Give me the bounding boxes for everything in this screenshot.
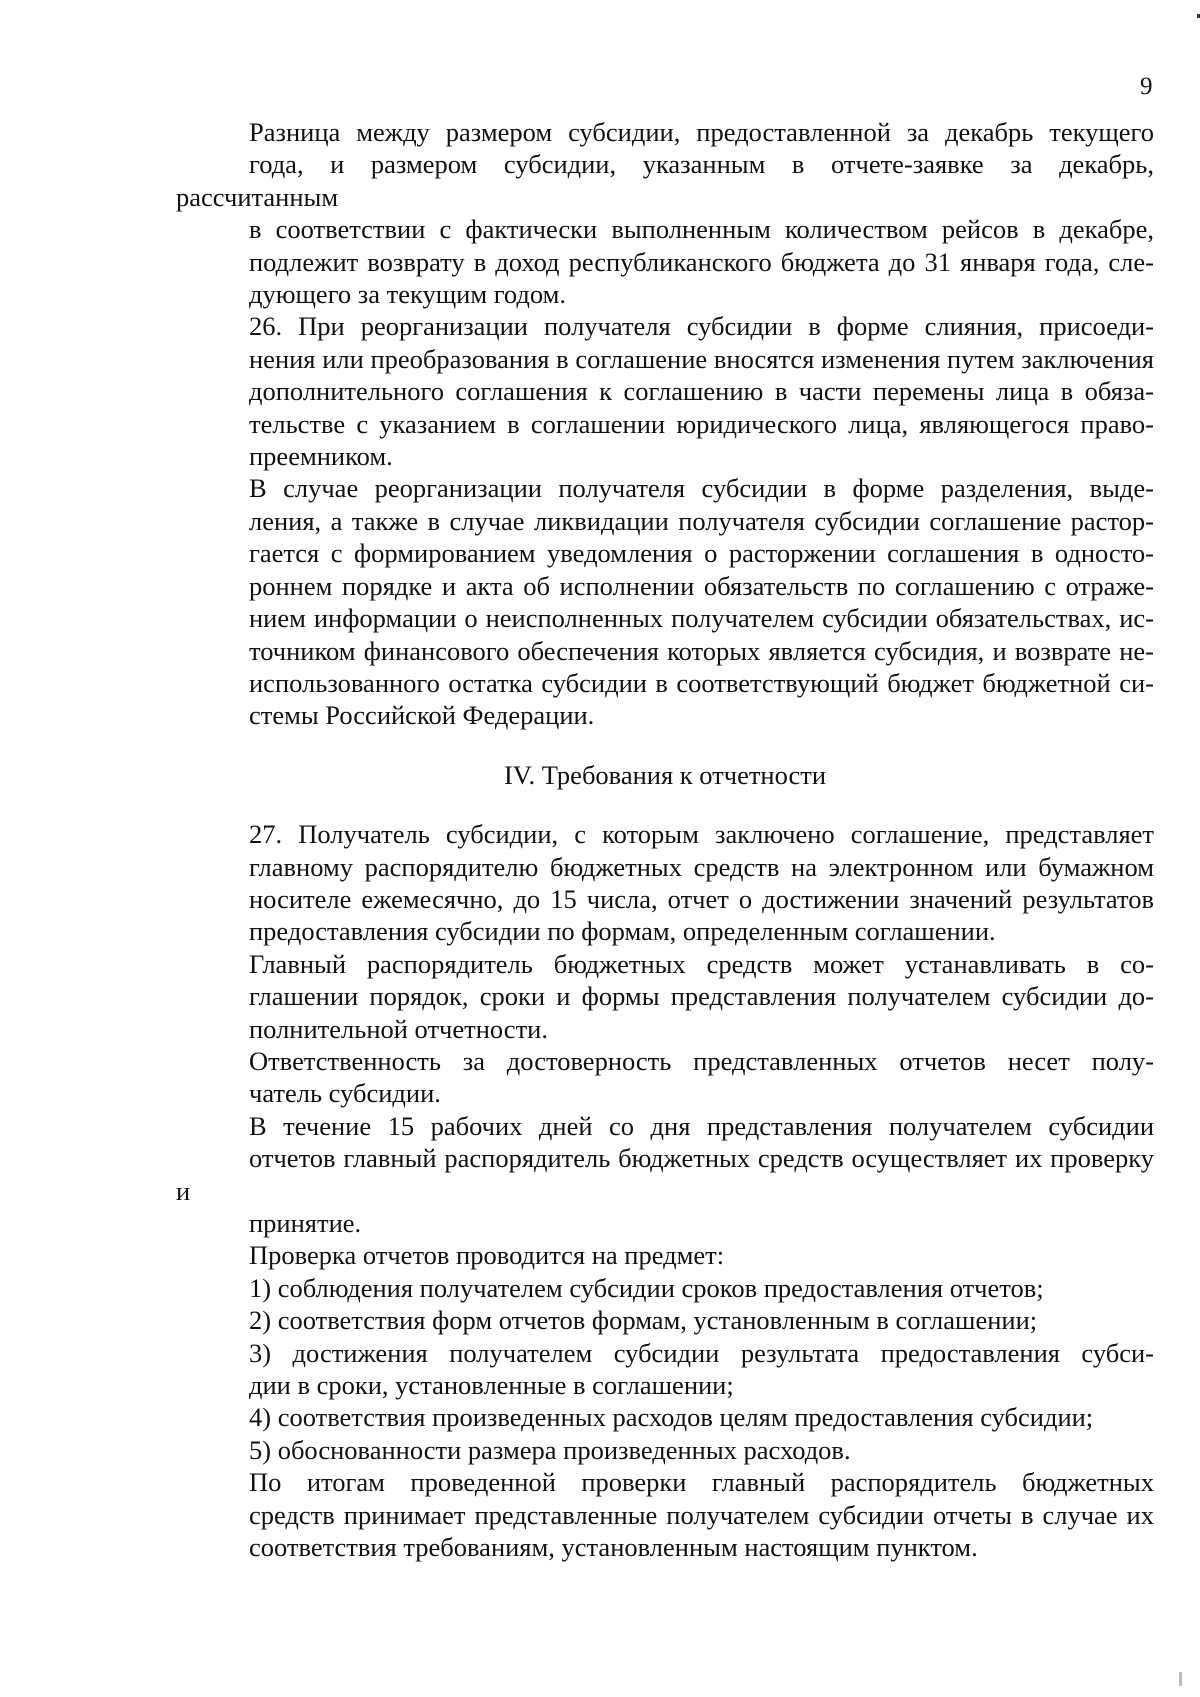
text-line: Проверка отчетов проводится на предмет: [249, 1240, 725, 1271]
text-line: дии в сроки, установленные в соглашении; [249, 1370, 734, 1401]
text-line: глашении порядок, сроки и формы представления получателем субсидии до- [249, 981, 1154, 1012]
text-line: предоставления субсидии по формам, определенным соглашении. [249, 916, 996, 947]
text-line: 27. Получатель субсидии, с которым заключено соглашение, представляет [249, 819, 1154, 850]
text-line: стемы Российской Федерации. [249, 700, 595, 731]
text-line: носителе ежемесячно, до 15 числа, отчет о достижении значений результатов [249, 883, 1154, 914]
text-line: 4) соответствия произведенных расходов целям предоставления субсидии; [249, 1402, 1094, 1433]
text-line: нием информации о неисполненных получателем субсидии обязательствах, ис- [249, 603, 1154, 634]
text-line: роннем порядке и акта об исполнении обязательств по соглашению с отраже- [249, 570, 1154, 601]
text-line: чатель субсидии. [249, 1078, 441, 1109]
text-line: В случае реорганизации получателя субсидии в форме разделения, выде- [249, 473, 1154, 504]
section-heading: IV. Требования к отчетности [503, 759, 827, 790]
text-line: года, и размером субсидии, указанным в отчете-заявке за декабрь, рассчитанным [176, 149, 1154, 212]
paragraph-27-reporting [176, 818, 1154, 948]
text-line: использованного остатка субсидии в соответствующий бюджет бюджетной си- [249, 667, 1154, 698]
paragraph-december-subsidy-difference [176, 116, 1154, 310]
text-line: главному распорядителю бюджетных средств на электронном или бумажном [249, 851, 1154, 882]
text-line: дующего за текущим годом. [249, 279, 567, 310]
text-line: По итогам проведенной проверки главный распорядитель бюджетных [249, 1467, 1154, 1498]
paragraph-26-reorganization [176, 310, 1154, 472]
text-line: принятие. [249, 1208, 362, 1238]
text-line: подлежит возврату в доход республиканского бюджета до 31 января года, сле- [249, 246, 1154, 277]
text-line: 3) достижения получателем субсидии результата предоставления субси- [249, 1337, 1154, 1368]
paragraph-verification-period [176, 1110, 1154, 1240]
list-item-3 [176, 1337, 1154, 1402]
text-line: Главный распорядитель бюджетных средств может устанавливать в со- [249, 948, 1154, 979]
list-item-2 [176, 1304, 1154, 1336]
text-line: 1) соблюдения получателем субсидии сроков предоставления отчетов; [249, 1272, 1044, 1303]
scan-mark [1179, 1672, 1182, 1686]
list-item-5 [176, 1434, 1154, 1466]
text-line: 2) соответствия форм отчетов формам, установленным в соглашении; [249, 1305, 1038, 1336]
text-line: тельстве с указанием в соглашении юридического лица, являющегося право- [249, 408, 1154, 439]
text-line: в соответствии с фактически выполненным количеством рейсов в декабре, [249, 214, 1154, 245]
text-line: полнительной отчетности. [249, 1013, 548, 1044]
text-line: точником финансового обеспечения которых является субсидия, и возврате не- [249, 635, 1154, 666]
text-line: отчетов главный распорядитель бюджетных средств осуществляет их проверку и [176, 1143, 1154, 1206]
paragraph-verification-result [176, 1466, 1154, 1563]
text-line: Разница между размером субсидии, предоставленной за декабрь текущего [249, 117, 1154, 147]
page-number: 9 [1140, 73, 1153, 100]
text-line: средств принимает представленные получателем субсидии отчеты в случае их [249, 1499, 1154, 1530]
text-line: дополнительного соглашения к соглашению в части перемены лица в обяза- [249, 376, 1154, 407]
text-line: 26. При реорганизации получателя субсидии в форме слияния, присоеди- [249, 311, 1154, 342]
text-line: Ответственность за достоверность представленных отчетов несет полу- [249, 1045, 1154, 1076]
text-line: нения или преобразования в соглашение вносятся изменения путем заключения [249, 343, 1154, 374]
text-line: ления, а также в случае ликвидации получателя субсидии соглашение растор- [249, 505, 1154, 536]
paragraph-additional-reporting [176, 948, 1154, 1045]
text-line: 5) обоснованности размера произведенных расходов. [249, 1434, 851, 1465]
paragraph-verification-subject [176, 1239, 1154, 1271]
text-line: гается с формированием уведомления о расторжении соглашения в односто- [249, 538, 1154, 569]
text-line: соответствия требованиям, установленным настоящим пунктом. [249, 1532, 978, 1563]
list-item-4 [176, 1401, 1154, 1433]
text-line: преемником. [249, 441, 393, 472]
document-body [176, 116, 1154, 1563]
paragraph-responsibility [176, 1045, 1154, 1110]
list-item-1 [176, 1272, 1154, 1304]
paragraph-reorganization-division [176, 472, 1154, 731]
text-line: В течение 15 рабочих дней со дня представления получателем субсидии [249, 1110, 1154, 1141]
